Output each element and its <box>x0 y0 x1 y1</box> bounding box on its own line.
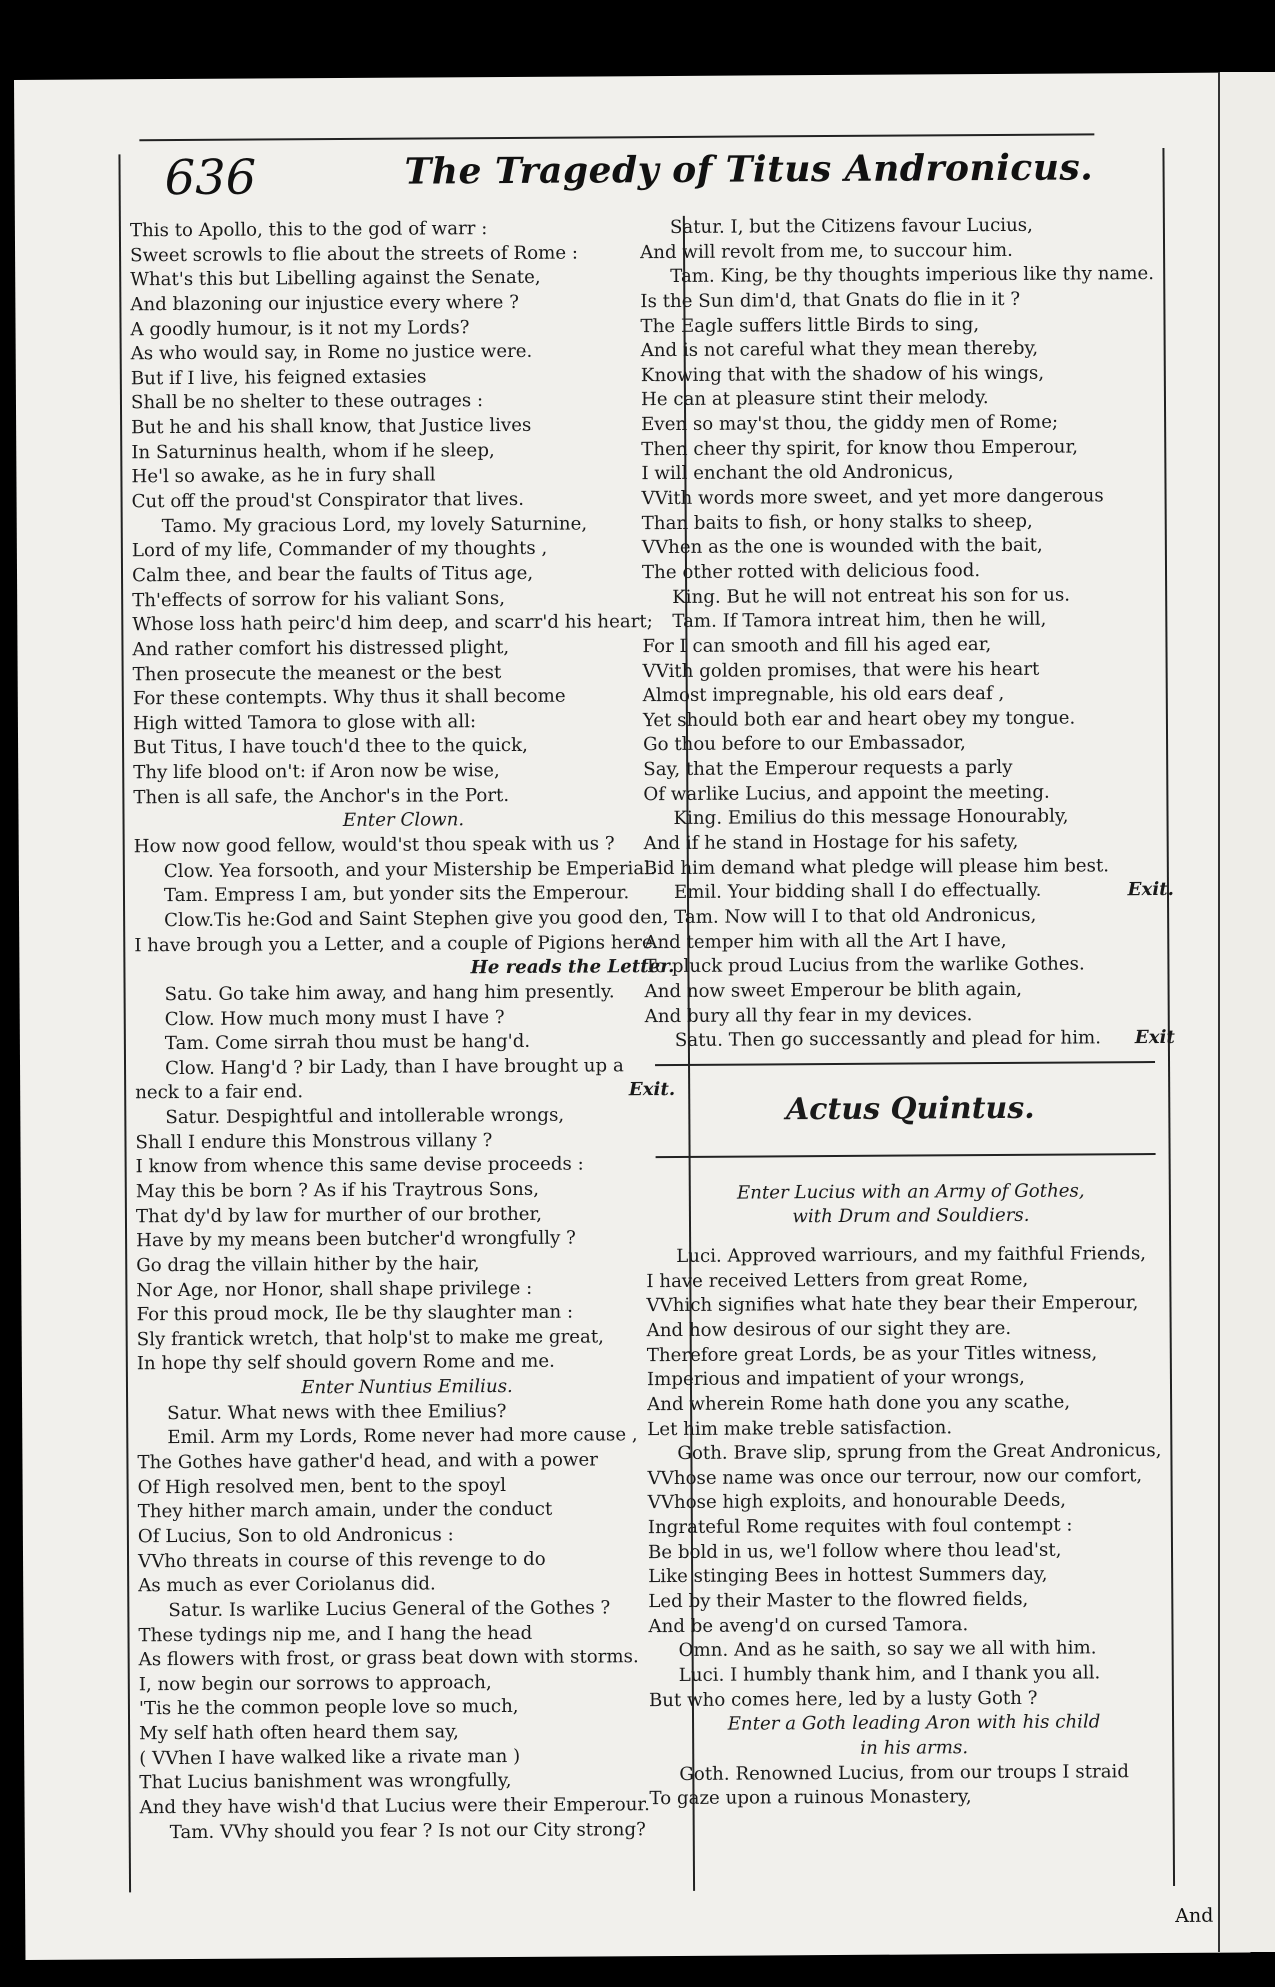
exit-direction: Exit <box>1134 1027 1175 1049</box>
text-line <box>138 1522 678 1550</box>
page-number: 636 <box>164 149 257 207</box>
text-line <box>642 533 1172 561</box>
adjacent-page-edge <box>1218 72 1275 1952</box>
text-line <box>640 262 1170 290</box>
text-line <box>641 435 1171 463</box>
line-text: A goodly humour, is it not my Lords? <box>130 316 470 340</box>
line-text: Than baits to fish, or hony stalks to sheep, <box>641 510 1033 534</box>
text-line <box>648 1513 1178 1541</box>
line-text: Nor Age, nor Honor, shall shape privilege : <box>136 1277 533 1301</box>
line-text: May this be born ? As if his Traytrous Sons, <box>135 1178 540 1203</box>
text-line <box>133 783 673 811</box>
line-text: Of High resolved men, bent to the spoyl <box>137 1474 507 1498</box>
line-text: Tam. Empress I am, but yonder sits the Emperour. <box>163 882 630 907</box>
line-text: That Lucius banishment was wrongfully, <box>139 1770 512 1794</box>
text-line <box>646 1267 1176 1295</box>
text-line <box>139 1694 679 1722</box>
line-text: How now good fellow, would'st thou speak with us ? <box>133 833 615 858</box>
text-line <box>135 1054 675 1082</box>
line-text: Say, that the Emperour requests a parly <box>643 757 1013 781</box>
stage-direction: Enter Lucius with an Army of Gothes, <box>736 1180 1085 1204</box>
line-text: Clow. Yea forsooth, and your Mistership be Emperial. <box>163 857 656 882</box>
text-line <box>138 1547 678 1575</box>
text-line <box>132 586 672 614</box>
line-text: Tam. VVhy should you fear ? Is not our City strong? <box>169 1818 646 1843</box>
text-line <box>643 706 1173 734</box>
text-line <box>648 1587 1178 1615</box>
line-text: For these contempts. Why thus it shall become <box>132 685 566 710</box>
text-line <box>644 878 1174 906</box>
act-title: Actus Quintus. <box>785 1090 1035 1128</box>
text-line <box>643 681 1173 709</box>
line-text: Emil. Arm my Lords, Rome never had more cause , <box>167 1424 638 1449</box>
line-text: For this proud mock, Ile be thy slaughter man : <box>136 1301 574 1326</box>
text-line <box>640 287 1170 315</box>
text-line <box>640 213 1170 241</box>
text-line <box>136 1226 676 1254</box>
line-text: Like stinging Bees in hottest Summers day, <box>648 1564 1048 1588</box>
text-line <box>132 635 672 663</box>
text-line <box>134 857 674 885</box>
text-line <box>642 558 1172 586</box>
text-line <box>130 315 670 343</box>
left-column <box>130 216 680 1846</box>
text-line <box>643 656 1173 684</box>
line-text: Go thou before to our Embassador, <box>643 732 966 756</box>
line-text: He reads the Letter. <box>470 956 675 979</box>
line-text: I know from whence this same devise proceeds : <box>135 1153 584 1178</box>
text-line <box>641 410 1171 438</box>
line-text: Led by their Master to the flowred fields, <box>648 1588 1029 1613</box>
text-line <box>643 730 1173 758</box>
text-line <box>133 758 673 786</box>
line-text: As who would say, in Rome no justice were. <box>130 341 533 365</box>
line-text: I will enchant the old Andronicus, <box>641 461 954 485</box>
text-line <box>642 607 1172 635</box>
text-line <box>136 1202 676 1230</box>
line-text: Yet should both ear and heart obey my tongue. <box>642 707 1076 731</box>
text-line <box>644 854 1174 882</box>
line-text: Even so may'st thou, the giddy men of Rome; <box>641 411 1059 436</box>
line-text: Be bold in us, we'l follow where thou lead'st, <box>647 1539 1062 1563</box>
text-line <box>139 1793 679 1821</box>
line-text: In hope thy self should govern Rome and me. <box>136 1351 555 1375</box>
line-text: But who comes here, led by a lusty Goth ? <box>648 1687 1038 1711</box>
line-text: ( VVhen I have walked like a rivate man ) <box>139 1745 521 1769</box>
text-line <box>138 1473 678 1501</box>
line-text: Sweet scrowls to flie about the streets of Rome : <box>130 242 579 266</box>
text-line <box>641 336 1171 364</box>
line-text: Go drag the villain hither by the hair, <box>136 1253 480 1277</box>
text-line <box>648 1538 1178 1566</box>
text-line <box>135 980 675 1008</box>
line-text: Th'effects of sorrow for his valiant Sons, <box>132 587 506 611</box>
text-line <box>641 459 1171 487</box>
text-line <box>649 1784 1179 1812</box>
text-line <box>645 1026 1175 1054</box>
line-text: Luci. I humbly thank him, and I thank you all. <box>678 1662 1101 1686</box>
text-line <box>649 1636 1179 1664</box>
text-line <box>648 1612 1178 1640</box>
text-line <box>644 952 1174 980</box>
exit-direction: Exit. <box>1127 879 1175 901</box>
line-text: Satu. Go take him away, and hang him presently. <box>164 981 615 1005</box>
text-line <box>642 509 1172 537</box>
line-text: To pluck proud Lucius from the warlike Gothes. <box>644 953 1085 978</box>
line-text: Whose loss hath peirc'd him deep, and scarr'd his heart; <box>132 611 653 636</box>
catchword: And <box>1175 1904 1214 1927</box>
text-line <box>135 1103 675 1131</box>
line-text: And bury all thy fear in my devices. <box>644 1003 973 1027</box>
line-text: in his arms. <box>860 1737 969 1759</box>
text-line <box>139 1768 679 1796</box>
line-text: Knowing that with the shadow of his wings, <box>640 362 1045 387</box>
line-text: Let him make treble satisfaction. <box>647 1416 953 1440</box>
text-line <box>132 487 672 515</box>
text-line <box>134 931 674 959</box>
text-line <box>648 1488 1178 1516</box>
line-text: VVho threats in course of this revenge to do <box>137 1548 546 1572</box>
line-text: But if I live, his feigned extasies <box>130 366 427 390</box>
text-line <box>133 709 673 737</box>
line-text: High witted Tamora to glose with all: <box>132 711 477 735</box>
line-text: King. Emilius do this message Honourably, <box>673 805 1069 830</box>
text-line <box>647 1439 1177 1467</box>
line-text: But he and his shall know, that Justice lives <box>131 414 532 439</box>
text-line <box>139 1719 679 1747</box>
text-line <box>138 1497 678 1525</box>
line-text: Imperious and impatient of your wrongs, <box>646 1367 1025 1391</box>
line-text: King. But he will not entreat his son for us. <box>672 584 1071 608</box>
line-text: Tamo. My gracious Lord, my lovely Saturnine, <box>161 513 588 537</box>
line-text: And if he stand in Hostage for his safety, <box>643 830 1019 855</box>
line-text: He'l so awake, as he in fury shall <box>131 464 436 488</box>
text-line <box>644 829 1174 857</box>
text-line <box>649 1735 1179 1763</box>
line-text: And now sweet Emperour be blith again, <box>644 978 1023 1003</box>
text-line <box>132 536 672 564</box>
line-text: Tam. Now will I to that old Andronicus, <box>674 904 1037 928</box>
text-line <box>131 438 671 466</box>
line-text: My self hath often heard them say, <box>139 1721 459 1745</box>
line-text: Then is all safe, the Anchor's in the Port. <box>133 784 510 809</box>
line-text: Clow.Tis he:God and Saint Stephen give you good den, <box>164 906 669 932</box>
line-text: These tydings nip me, and I hang the head <box>138 1622 533 1646</box>
running-head: The Tragedy of Titus Andronicus. <box>404 146 1094 193</box>
line-text: And rather comfort his distressed plight, <box>132 636 510 661</box>
line-text: VVith words more sweet, and yet more dangerous <box>641 485 1104 510</box>
text-line <box>641 385 1171 413</box>
text-line <box>135 1128 675 1156</box>
text-line <box>134 906 674 934</box>
line-text: Satur. What news with thee Emilius? <box>167 1400 507 1424</box>
line-text: And temper him with all the Art I have, <box>644 929 1007 953</box>
text-line <box>645 1001 1175 1029</box>
line-text: Cut off the proud'st Conspirator that lives. <box>131 488 525 513</box>
line-text: Enter Clown. <box>342 809 465 832</box>
line-text: And be aveng'd on cursed Tamora. <box>648 1613 969 1637</box>
text-line <box>134 955 674 983</box>
line-text: Emil. Your bidding shall I do effectually. <box>673 880 1042 904</box>
text-line <box>643 755 1173 783</box>
text-line <box>131 339 671 367</box>
text-line <box>133 684 673 712</box>
book-page <box>14 73 1250 1960</box>
text-line <box>646 1242 1176 1270</box>
text-line <box>137 1325 677 1353</box>
text-line <box>643 780 1173 808</box>
line-text: And wherein Rome hath done you any scathe, <box>647 1391 1071 1416</box>
exit-direction: Exit. <box>628 1079 676 1101</box>
line-text: Thy life blood on't: if Aron now be wise, <box>133 760 500 784</box>
text-line <box>642 632 1172 660</box>
text-line <box>647 1341 1177 1369</box>
text-line <box>645 977 1175 1005</box>
line-text: Satur. Is warlike Lucius General of the Gothes ? <box>168 1597 611 1621</box>
text-line <box>647 1464 1177 1492</box>
line-text: This to Apollo, this to the god of warr : <box>129 218 488 242</box>
text-line <box>140 1818 680 1846</box>
line-text: Then prosecute the meanest or the best <box>132 661 502 685</box>
text-line <box>132 512 672 540</box>
line-text: That dy'd by law for murther of our brother, <box>135 1203 543 1227</box>
text-line <box>136 1251 676 1279</box>
text-line <box>132 610 672 638</box>
text-line <box>137 1423 677 1451</box>
line-text: To gaze upon a ruinous Monastery, <box>649 1786 972 1810</box>
text-line <box>647 1365 1177 1393</box>
right-column <box>640 213 1180 1812</box>
line-text: For I can smooth and fill his aged ear, <box>642 633 992 658</box>
line-text: Have by my means been butcher'd wrongfully ? <box>136 1227 576 1252</box>
line-text: Tam. King, be thy thoughts imperious like thy name. <box>670 263 1155 288</box>
text-line <box>131 413 671 441</box>
text-line <box>644 903 1174 931</box>
line-text: Of warlike Lucius, and appoint the meeting. <box>643 781 1050 805</box>
line-text: Tam. If Tamora intreat him, then he will, <box>672 608 1047 633</box>
line-text: VVhose name was once our terrour, now our comfort, <box>647 1464 1143 1489</box>
text-line <box>133 807 673 835</box>
act-rule-bottom <box>656 1153 1156 1158</box>
line-text: Luci. Approved warriours, and my faithful Friends, <box>676 1243 1147 1268</box>
line-text: As flowers with frost, or grass beat down with storms. <box>138 1646 639 1671</box>
line-text: Shall be no shelter to these outrages : <box>130 390 484 414</box>
text-line <box>132 561 672 589</box>
text-line <box>137 1349 677 1377</box>
line-text: Calm thee, and bear the faults of Titus age, <box>131 562 534 587</box>
text-line <box>135 1078 675 1106</box>
text-line <box>647 1390 1177 1418</box>
text-line <box>138 1620 678 1648</box>
text-line <box>139 1670 679 1698</box>
line-text: Satu. Then go successantly and plead for him. <box>674 1027 1102 1052</box>
line-text: Satur. I, but the Citizens favour Lucius, <box>669 214 1033 238</box>
line-text: Is the Sun dim'd, that Gnats do flie in it ? <box>640 288 1021 313</box>
line-text: They hither march amain, under the conduct <box>137 1499 553 1523</box>
text-line <box>649 1710 1179 1738</box>
line-text: Tam. Come sirrah thou must be hang'd. <box>164 1031 531 1055</box>
text-line <box>130 216 670 244</box>
text-line <box>136 1152 676 1180</box>
text-line <box>139 1645 679 1673</box>
text-line <box>130 290 670 318</box>
text-line <box>646 1291 1176 1319</box>
line-text: I have received Letters from great Rome, <box>646 1268 1029 1292</box>
line-text: Goth. Renowned Lucius, from our troups I straid <box>679 1760 1130 1785</box>
line-text: The other rotted with delicious food. <box>641 560 981 584</box>
line-text: What's this but Libelling against the Senate, <box>130 267 541 291</box>
text-line <box>131 364 671 392</box>
line-text: He can at pleasure stint their melody. <box>640 387 989 411</box>
text-line <box>643 804 1173 832</box>
line-text: Shall I endure this Monstrous villany ? <box>135 1129 493 1153</box>
text-line <box>640 238 1170 266</box>
text-line <box>649 1661 1179 1689</box>
text-line <box>136 1276 676 1304</box>
text-line <box>644 928 1174 956</box>
text-line <box>640 312 1170 340</box>
text-line <box>130 241 670 269</box>
text-line <box>137 1448 677 1476</box>
text-line <box>642 583 1172 611</box>
text-line <box>135 1004 675 1032</box>
line-text: VVhen as the one is wounded with the bait, <box>641 535 1043 559</box>
line-text: I have brough you a Letter, and a couple of Pigions here. <box>134 931 659 956</box>
line-text: Ingrateful Rome requites with foul contempt : <box>647 1514 1073 1539</box>
line-text: Almost impregnable, his old ears deaf , <box>642 683 1005 707</box>
text-line <box>137 1374 677 1402</box>
line-text: Sly frantick wretch, that holp'st to make me great, <box>136 1326 605 1351</box>
text-line <box>139 1744 679 1772</box>
line-text: Of Lucius, Son to old Andronicus : <box>137 1524 454 1548</box>
text-line <box>134 832 674 860</box>
line-text: Lord of my life, Commander of my thoughts , <box>131 538 548 562</box>
line-text: Satur. Despightful and intollerable wrongs, <box>165 1104 565 1129</box>
text-line <box>641 484 1171 512</box>
text-line <box>648 1562 1178 1590</box>
line-text: The Gothes have gather'd head, and with a power <box>137 1449 598 1474</box>
line-text: But Titus, I have touch'd thee to the quick, <box>133 735 528 759</box>
stage-direction: with Drum and Souldiers. <box>792 1205 1030 1228</box>
text-line <box>137 1399 677 1427</box>
line-text: Clow. Hang'd ? bir Lady, than I have brought up a <box>164 1055 624 1079</box>
line-text: Omn. And as he saith, so say we all with him. <box>678 1637 1097 1662</box>
text-line <box>130 265 670 293</box>
line-text: neck to a fair end. <box>135 1081 304 1104</box>
line-text: Bid him demand what pledge will please him best. <box>643 854 1110 879</box>
line-text: VVhich signifies what hate they bear their Emperour, <box>646 1292 1139 1317</box>
text-line <box>133 733 673 761</box>
line-text: The Eagle suffers little Birds to sing, <box>640 313 980 337</box>
text-line <box>136 1300 676 1328</box>
text-line <box>134 881 674 909</box>
line-text: Goth. Brave slip, sprung from the Great Andronicus, <box>677 1440 1162 1465</box>
text-line <box>641 361 1171 389</box>
line-text: And blazoning our injustice every where ? <box>130 291 520 316</box>
text-line <box>649 1759 1179 1787</box>
line-text: Enter Nuntius Emilius. <box>301 1376 513 1399</box>
line-text: VVith golden promises, that were his heart <box>642 658 1040 682</box>
line-text: And how desirous of our sight they are. <box>646 1317 1012 1342</box>
line-text: I, now begin our sorrows to approach, <box>138 1671 492 1696</box>
text-line <box>131 462 671 490</box>
line-text: And they have wish'd that Lucius were their Emperour. <box>139 1794 650 1819</box>
line-text: 'Tis he the common people love so much, <box>138 1696 519 1720</box>
line-text: Therefore great Lords, be as your Titles witness, <box>646 1342 1098 1366</box>
line-text: And is not careful what they mean thereby, <box>640 337 1039 362</box>
text-line <box>135 1029 675 1057</box>
line-text: Clow. How much mony must I have ? <box>164 1006 505 1030</box>
text-line <box>131 388 671 416</box>
line-text: Then cheer thy spirit, for know thou Emperour, <box>641 436 1079 460</box>
text-line <box>133 660 673 688</box>
line-text: And will revolt from me, to succour him. <box>640 239 1013 263</box>
line-text: In Saturninus health, whom if he sleep, <box>131 439 495 464</box>
line-text: VVhose high exploits, and honourable Deeds, <box>647 1490 1067 1514</box>
text-line <box>647 1316 1177 1344</box>
text-line <box>138 1596 678 1624</box>
text-line <box>138 1571 678 1599</box>
act-rule-top <box>655 1061 1155 1066</box>
text-line <box>649 1686 1179 1714</box>
text-line <box>136 1177 676 1205</box>
line-text: Enter a Goth leading Aron with his child <box>727 1711 1101 1735</box>
text-line <box>647 1414 1177 1442</box>
line-text: As much as ever Coriolanus did. <box>138 1573 436 1597</box>
